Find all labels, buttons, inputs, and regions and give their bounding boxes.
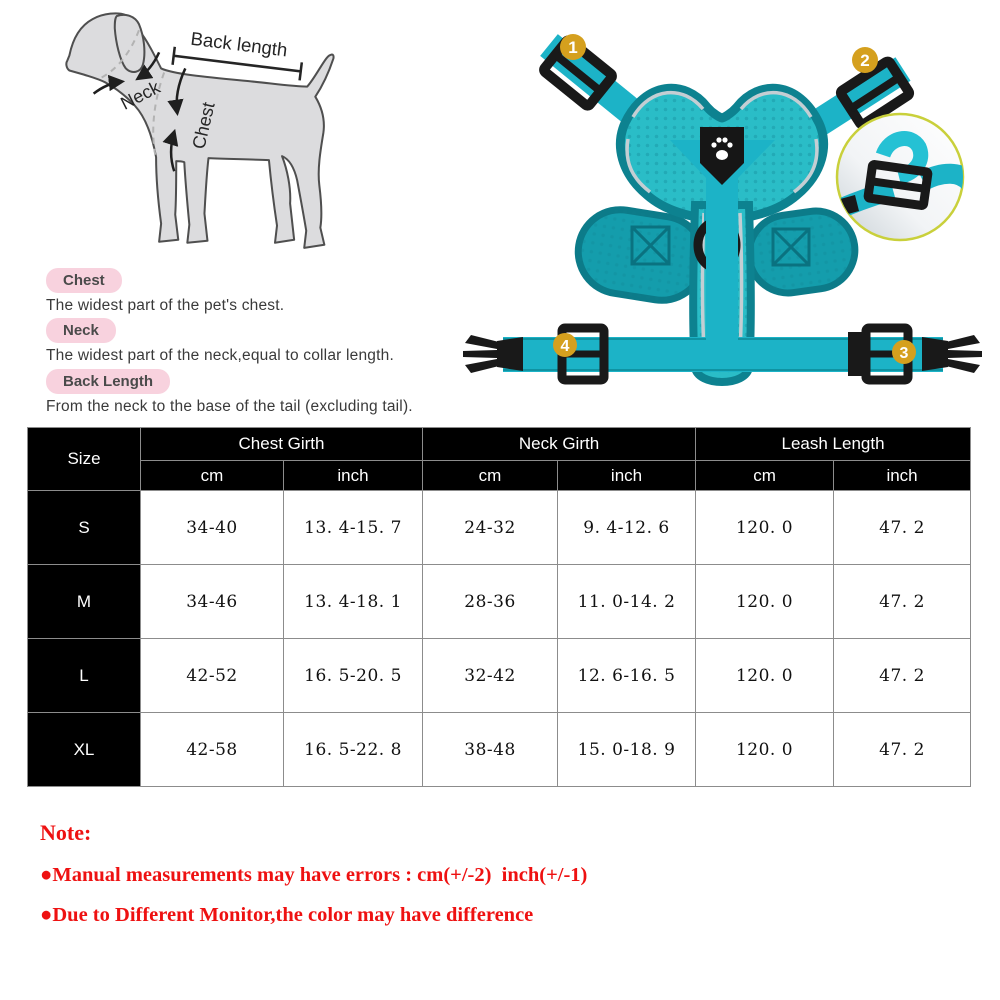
value-cell: 42-52	[141, 639, 284, 713]
back-length-term-badge: Back Length	[46, 369, 170, 394]
size-table	[27, 427, 971, 787]
value-cell: 34-40	[141, 491, 284, 565]
value-cell: 13. 4-15. 7	[284, 491, 423, 565]
chest-term-description: The widest part of the pet's chest.	[46, 297, 285, 314]
size-table-row	[28, 565, 971, 639]
note-section	[40, 820, 587, 944]
value-cell: 32-42	[423, 639, 558, 713]
svg-text:2: 2	[860, 51, 870, 70]
size-cell: XL	[28, 713, 141, 787]
subcol-neck-inch: inch	[558, 461, 696, 491]
value-cell: 120. 0	[696, 565, 834, 639]
definition-neck	[46, 318, 476, 365]
value-cell: 120. 0	[696, 491, 834, 565]
callout-badge-1	[560, 34, 586, 60]
svg-text:3: 3	[899, 345, 909, 362]
svg-text:1: 1	[568, 38, 578, 57]
value-cell: 12. 6-16. 5	[558, 639, 696, 713]
subcol-chest-inch: inch	[284, 461, 423, 491]
col-header-chest-girth: Chest Girth	[141, 428, 423, 461]
col-header-neck-girth: Neck Girth	[423, 428, 696, 461]
value-cell: 47. 2	[834, 565, 971, 639]
size-table-section	[27, 427, 971, 787]
harness-diagram	[445, 15, 1000, 420]
callout-badge-3	[892, 340, 916, 364]
value-cell: 9. 4-12. 6	[558, 491, 696, 565]
col-header-size: Size	[28, 428, 141, 491]
value-cell: 42-58	[141, 713, 284, 787]
left-release-buckle	[463, 335, 523, 373]
value-cell: 47. 2	[834, 639, 971, 713]
col-header-leash-length: Leash Length	[696, 428, 971, 461]
value-cell: 47. 2	[834, 713, 971, 787]
size-cell: M	[28, 565, 141, 639]
subcol-leash-cm: cm	[696, 461, 834, 491]
subcol-leash-inch: inch	[834, 461, 971, 491]
value-cell: 11. 0-14. 2	[558, 565, 696, 639]
neck-label: Neck	[117, 77, 164, 114]
callout-badge-4	[553, 333, 577, 357]
neck-term-description: The widest part of the neck,equal to collar length.	[46, 347, 394, 364]
value-cell: 16. 5-20. 5	[284, 639, 423, 713]
value-cell: 15. 0-18. 9	[558, 713, 696, 787]
buckle-detail-inset	[833, 114, 970, 240]
right-release-buckle	[922, 335, 982, 373]
value-cell: 47. 2	[834, 491, 971, 565]
note-item-measurement-error: ●Manual measurements may have errors : cm(+/-2) inch(+/-1)	[40, 864, 588, 886]
back-length-measure	[173, 26, 305, 80]
svg-text:4: 4	[560, 338, 570, 355]
note-title: Note:	[40, 820, 92, 845]
value-cell: 13. 4-18. 1	[284, 565, 423, 639]
value-cell: 120. 0	[696, 639, 834, 713]
right-wing-pad	[744, 206, 860, 298]
size-table-row	[28, 491, 971, 565]
note-item-monitor-color: ●Due to Different Monitor,the color may have difference	[40, 904, 534, 926]
dog-measurement-diagram	[58, 8, 363, 270]
chest-term-badge: Chest	[46, 268, 122, 293]
value-cell: 120. 0	[696, 713, 834, 787]
size-cell: S	[28, 491, 141, 565]
value-cell: 34-46	[141, 565, 284, 639]
callout-badge-2	[852, 47, 878, 73]
definition-back-length	[46, 369, 476, 416]
back-length-term-description: From the neck to the base of the tail (excluding tail).	[46, 398, 413, 415]
size-cell: L	[28, 639, 141, 713]
subcol-neck-cm: cm	[423, 461, 558, 491]
value-cell: 24-32	[423, 491, 558, 565]
definition-chest	[46, 268, 476, 315]
value-cell: 38-48	[423, 713, 558, 787]
back-length-label: Back length	[189, 27, 289, 61]
value-cell: 16. 5-22. 8	[284, 713, 423, 787]
size-table-row	[28, 639, 971, 713]
size-table-body	[28, 491, 971, 787]
value-cell: 28-36	[423, 565, 558, 639]
size-table-row	[28, 713, 971, 787]
chest-label: Chest	[188, 100, 219, 151]
neck-term-badge: Neck	[46, 318, 116, 343]
subcol-chest-cm: cm	[141, 461, 284, 491]
